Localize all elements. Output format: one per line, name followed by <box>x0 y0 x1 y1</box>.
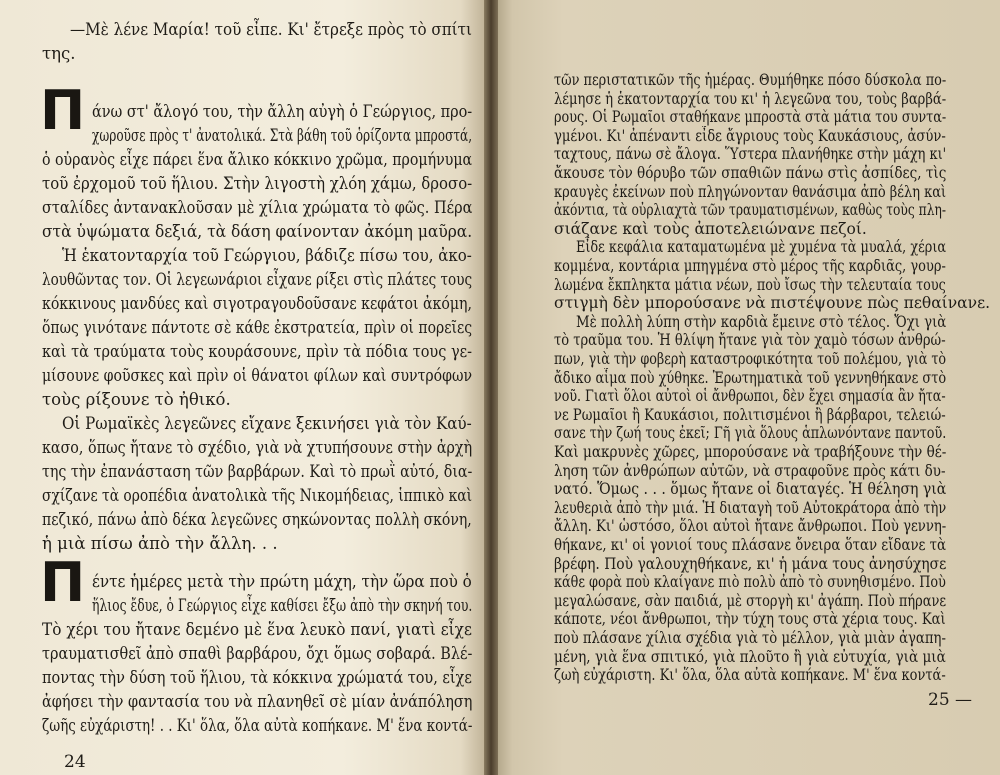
text-line: νατό. Ὅμως . . . ὅμως ἤτανε οἱ διαταγές. Ἡ θέληση γιὰ <box>554 480 947 499</box>
text-line: σταλίδες ἀντανακλοῦσαν μὲ χίλια χρώματα τὸ φῶς. Πέρα <box>42 198 473 217</box>
text-line: μίσουνε φοῦσκες καὶ πρὶν οἱ θάνατοι φίλων καὶ συντρόφων <box>42 366 473 385</box>
text-line: τοῦ ἐρχομοῦ τοῦ ἥλιου. Στὴν λιγοστὴ χλόη χάμω, δροσο- <box>42 174 473 193</box>
text-line: λευθεριὰ ἀπὸ τὴν μιά. Ἡ διαταγὴ τοῦ Αὐτοκράτορα ἀπὸ τὴν <box>554 498 947 517</box>
text-line: Οἱ Ρωμαϊκὲς λεγεῶνες εἴχανε ξεκινήσει γιὰ τὸν Καύ- <box>62 414 472 433</box>
text-line: έντε ἡμέρες μετὰ τὴν πρώτη μάχη, τὴν ὥρα ποὺ ὁ <box>92 572 472 591</box>
text-line: μεγαλώσανε, σὰν παιδιά, μὲ στοργὴ κι' ἀγάπη. Ποὺ πήρανε <box>554 591 947 610</box>
text-line: χωροῦσε πρὸς τ' ἀνατολικά. Στὰ βάθη τοῦ ὁρίζοντα μπροστά, <box>92 126 473 145</box>
text-line: Καὶ μακρυνὲς χῶρες, μπορούσανε νὰ τραβήξουνε τὴν θέ- <box>554 443 947 461</box>
text-line: τὸ τραῦμα του. Ἡ θλίψη ἤτανε γιὰ τὸν χαμὸ τόσων ἀνθρώ- <box>554 331 946 350</box>
text-line: πεζικό, πάνω ἀπὸ δέκα λεγεῶνες σηκώνοντας πολλὴ σκόνη, <box>42 510 472 529</box>
text-line: Τὸ χέρι του ἤτανε δεμένο μὲ ἕνα λευκὸ πανί, γιατὶ εἶχε <box>42 620 472 639</box>
text-line: ἥλιος ἔδυε, ὁ Γεώργιος εἶχε καθίσει ἔξω ἀπὸ τὴν σκηνή του. <box>92 596 473 615</box>
text-line: κάθε φορὰ ποὺ κλαίγανε πιὸ πολὺ ἀπὸ τὸ συνηθισμένο. Ποὺ <box>554 573 946 592</box>
text-line: —Μὲ λένε Μαρία! τοῦ εἶπε. Κι' ἔτρεξε πρὸς τὸ σπίτι <box>70 20 472 39</box>
text-line: ποὺ πλάσανε χίλια σχέδια γιὰ τὸ μέλλον, γιὰ μιὰν ἀγαπη- <box>554 629 946 647</box>
text-line: κραυγὲς ἐκείνων ποὺ πληγώνονταν θανάσιμα ἀπὸ βέλη καὶ <box>554 182 947 201</box>
text-line: τραυματισθεῖ ἀπὸ σπαθὶ βαρβάρου, ὄχι ὅμως σοβαρά. Βλέ- <box>42 644 473 663</box>
text-line: κάποτε, νέοι ἄνθρωποι, τὴν τύχη τους στὰ χέρια τους. Καὶ <box>554 610 946 629</box>
text-line: Ἡ ἑκατονταρχία τοῦ Γεώργιου, βάδιζε πίσω του, ἀκο- <box>62 246 472 265</box>
text-line: λέμησε ἡ ἑκατονταρχία του κι' ἡ λεγεῶνα του, τοὺς βαρβά- <box>554 89 947 108</box>
text-line: σανε τὴν ζωή τους ἐκεῖ; Γῆ γιὰ ὅλους ἁπλωνόντανε παντοῦ. <box>554 424 947 443</box>
text-line: στὰ ὑψώματα δεξιά, τὰ δάση φαίνονταν ἀκόμη μαῦρα. <box>42 222 473 241</box>
text-line: καὶ τὰ τραύματα τοὺς κουράσουνε, πρὶν τὰ πόδια τους γε- <box>42 342 472 361</box>
text-line: ἀκόντια, τὰ οὐρλιαχτὰ τῶν τραυματισμένων, καθὼς τοὺς πλη- <box>554 201 947 220</box>
text-line: της τὴν ἐπανάσταση τῶν βαρβάρων. Καὶ τὸ πρωῒ αὐτό, δια- <box>42 462 473 481</box>
book-gutter <box>484 0 498 775</box>
text-line: τοὺς ρίξουνε τὸ ἠθικό. <box>42 390 231 409</box>
text-line: τῶν περιστατικῶν τῆς ἡμέρας. Θυμήθηκε πόσο δύσκολα πο- <box>554 71 947 89</box>
text-line: ζωὴ εὐχάριστη. Κι' ὅλα, ὅλα αὐτὰ κοπήκανε. Μ' ἕνα κοντά- <box>554 666 946 685</box>
text-line: νε Ρωμαῖοι ἢ Καυκάσιοι, πολιτισμένοι ἢ βάρβαροι, τελειώ- <box>554 405 946 424</box>
text-line: της. <box>42 44 76 63</box>
text-line: κασο, ὅπως ἤτανε τὸ σχέδιο, γιὰ νὰ χτυπήσουνε στὴν ἀρχὴ <box>42 438 473 457</box>
text-line: θήκανε, κι' οἱ γονιοί τους πλάσανε ὄνειρα ὅταν εἴδανε τὰ <box>554 536 947 554</box>
text-line: στιγμὴ δὲν μπορούσανε νὰ πιστέψουνε πὼς πεθαίνανε. <box>554 294 991 313</box>
text-line: ποντας τὴν δύση τοῦ ἥλιου, τὰ κόκκινα χρώματά του, εἶχε <box>42 668 472 687</box>
text-line: λωμένα ἔκπληκτα μάτια νέων, ποὺ ἴσως τὴν τελευταία τους <box>554 275 946 294</box>
text-line: ληση τῶν ἀνθρώπων αὐτῶν, νὰ στραφοῦνε πρὸς κάτι δυ- <box>554 461 946 480</box>
text-line: κομμένα, κοντάρια μπηγμένα στὸ μέρος τῆς καρδιᾶς, γουρ- <box>554 257 946 275</box>
text-line: ζωῆς εὐχάριστη! . . Κι' ὅλα, ὅλα αὐτὰ κοπήκανε. Μ' ἕνα κοντά- <box>42 716 473 735</box>
text-line: ἀφήσει τὴν φαντασία του νὰ πλανηθεῖ σὲ μίαν ἀνάπόληση <box>42 692 473 711</box>
text-line: ἄλλη. Κι' ὡστόσο, ὅλοι αὐτοὶ ἤτανε ἄνθρωποι. Ποὺ γεννη- <box>554 517 947 536</box>
text-line: μένη, γιὰ ἕνα σπιτικό, γιὰ πλοῦτο ἢ γιὰ εὐτυχία, γιὰ μιὰ <box>554 647 946 666</box>
text-line: ρους. Οἱ Ρωμαῖοι σταθήκανε μπροστὰ στὰ μάτια του συντα- <box>554 108 947 127</box>
text-line: νοῦ. Γιατὶ ὅλοι αὐτοὶ οἱ ἄνθρωποι, δὲν ἔχει σημασία ἂν ἤτα- <box>554 387 946 406</box>
text-line: ἄκουσε τὸν θόρυβο τῶν σπαθιῶν πάνω στὶς ἀσπίδες, τὶς <box>554 164 947 182</box>
text-line: Εἶδε κεφάλια καταματωμένα μὲ χυμένα τὰ μυαλά, χέρια <box>576 238 947 257</box>
text-line: λουθῶντας τον. Οἱ λεγεωνάριοι εἶχανε ρίξει στὶς πλάτες τους <box>42 270 473 289</box>
right-page <box>492 0 1000 775</box>
text-line: πων, γιὰ τὴν φοβερὴ καταστροφικότητα τοῦ πολέμου, γιὰ τὸ <box>554 350 947 368</box>
text-line: βρέφη. Ποὺ γαλουχηθήκανε, κι' ἡ μάνα τους ἀνησύχησε <box>554 554 947 573</box>
text-line: Μὲ πολλὴ λύπη στὴν καρδιὰ ἔμεινε στὸ τέλος. Ὄχι γιὰ <box>576 312 947 331</box>
text-line: ταχτους, πάνω σὲ ἄλογα. Ὕστερα πλανήθηκε στὴν μάχη κι' <box>554 145 947 164</box>
text-line: ἄδικο αἷμα ποὺ χύθηκε. Ἐρωτηματικὰ τοῦ γεννηθήκανε στὸ <box>554 368 947 387</box>
left-page-number: 24 <box>64 752 86 772</box>
text-line: σχίζανε τὰ οροπέδια ἀνατολικὰ τῆς Νικομήδειας, ἱππικὸ καὶ <box>42 486 473 505</box>
text-line: ὁ οὐρανὸς εἶχε πάρει ἕνα ἄλικο κόκκινο χρῶμα, προμήνυμα <box>42 150 473 169</box>
text-line: σιάζανε καὶ τοὺς ἀποτελειώνανε πεζοί. <box>554 219 867 238</box>
text-line: κόκκινους μανδύες καὶ σιγοτραγουδοῦσανε κεφάτοι ἀκόμη, <box>42 294 472 313</box>
drop-cap: Π <box>40 551 86 614</box>
left-page <box>0 0 490 775</box>
text-line: άνω στ' ἄλογό του, τὴν ἄλλη αὐγὴ ὁ Γεώργιος, προ- <box>92 102 473 121</box>
right-page-number: 25 — <box>928 690 973 710</box>
drop-cap: Π <box>40 79 86 142</box>
text-line: ὅπως γινότανε πάντοτε σὲ κάθε ἐκστρατεία, πρὶν οἱ πορεῖες <box>42 318 473 337</box>
text-line: γμένοι. Κι' ἀπέναντι εἶδε ἄγριους τοὺς Καυκάσιους, ἀσύν- <box>554 126 946 145</box>
text-line: ἡ μιὰ πίσω ἀπὸ τὴν ἄλλη. . . <box>42 534 278 553</box>
